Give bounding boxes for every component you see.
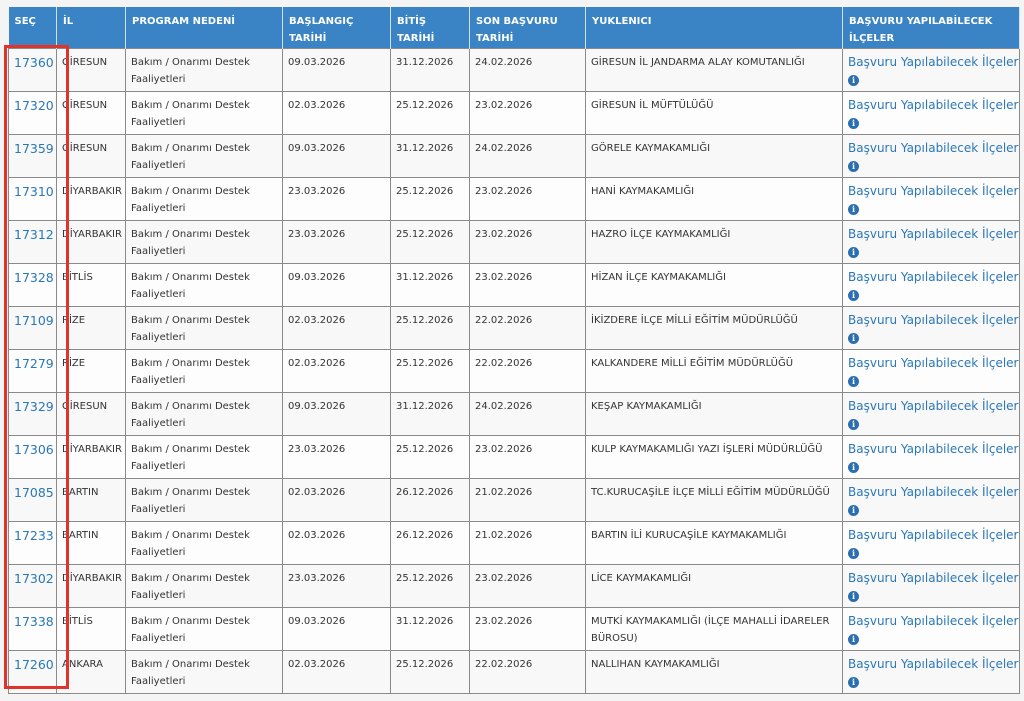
start-date: 02.03.2026 <box>288 659 346 670</box>
cell-start <box>283 307 391 350</box>
contractor-text: KEŞAP KAYMAKAMLIĞI <box>591 401 702 412</box>
header-il: İL <box>57 7 126 49</box>
deadline-date: 22.02.2026 <box>475 358 533 369</box>
districts-link[interactable]: Başvuru Yapılabilecek İlçeler <box>848 485 1019 499</box>
program-text: Bakım / Onarımı Destek Faaliyetleri <box>131 100 250 128</box>
end-date: 26.12.2026 <box>396 487 454 498</box>
cell-il <box>57 135 126 178</box>
cell-end <box>391 221 470 264</box>
cell-districts <box>843 135 1020 178</box>
deadline-date: 23.02.2026 <box>475 186 533 197</box>
table-row <box>9 92 1020 135</box>
cell-program <box>126 436 283 479</box>
cell-end <box>391 92 470 135</box>
table-body <box>9 49 1020 694</box>
contractor-text: HAZRO İLÇE KAYMAKAMLIĞI <box>591 229 731 240</box>
cell-end <box>391 178 470 221</box>
end-date: 26.12.2026 <box>396 530 454 541</box>
program-text: Bakım / Onarımı Destek Faaliyetleri <box>131 659 250 687</box>
contractor-text: KALKANDERE MİLLİ EĞİTİM MÜDÜRLÜĞÜ <box>591 358 794 369</box>
info-icon[interactable]: i <box>848 290 859 301</box>
cell-deadline <box>470 264 586 307</box>
table-row <box>9 479 1020 522</box>
cell-deadline <box>470 350 586 393</box>
select-id-link[interactable]: 17109 <box>14 313 54 328</box>
info-icon[interactable]: i <box>848 204 859 215</box>
cell-end <box>391 264 470 307</box>
cell-start <box>283 350 391 393</box>
cell-start <box>283 264 391 307</box>
cell-contractor <box>586 178 843 221</box>
cell-districts <box>843 92 1020 135</box>
cell-end <box>391 522 470 565</box>
end-date: 25.12.2026 <box>396 444 454 455</box>
cell-start <box>283 479 391 522</box>
cell-contractor <box>586 651 843 694</box>
cell-end <box>391 565 470 608</box>
cell-contractor <box>586 350 843 393</box>
deadline-date: 23.02.2026 <box>475 229 533 240</box>
info-icon[interactable]: i <box>848 118 859 129</box>
end-date: 25.12.2026 <box>396 186 454 197</box>
program-text: Bakım / Onarımı Destek Faaliyetleri <box>131 186 250 214</box>
deadline-date: 24.02.2026 <box>475 57 533 68</box>
info-icon[interactable]: i <box>848 247 859 258</box>
info-icon[interactable]: i <box>848 161 859 172</box>
end-date: 25.12.2026 <box>396 229 454 240</box>
program-text: Bakım / Onarımı Destek Faaliyetleri <box>131 229 250 257</box>
select-id-link[interactable]: 17279 <box>14 356 54 371</box>
select-id-link[interactable]: 17085 <box>14 485 54 500</box>
cell-contractor <box>586 221 843 264</box>
deadline-date: 24.02.2026 <box>475 143 533 154</box>
cell-program <box>126 651 283 694</box>
table-header-row <box>9 7 1020 49</box>
program-text: Bakım / Onarımı Destek Faaliyetleri <box>131 358 250 386</box>
info-icon[interactable]: i <box>848 376 859 387</box>
province-text: DİYARBAKIR <box>62 186 122 197</box>
cell-deadline <box>470 522 586 565</box>
cell-sec <box>9 522 57 565</box>
contractor-text: GİRESUN İL MÜFTÜLÜĞÜ <box>591 100 714 111</box>
contractor-text: MUTKİ KAYMAKAMLIĞI (İLÇE MAHALLİ İDARELER BÜROSU) <box>591 616 830 644</box>
cell-il <box>57 522 126 565</box>
districts-link[interactable]: Başvuru Yapılabilecek İlçeler <box>848 55 1019 69</box>
deadline-date: 23.02.2026 <box>475 100 533 111</box>
districts-link[interactable]: Başvuru Yapılabilecek İlçeler <box>848 184 1019 198</box>
districts-link[interactable]: Başvuru Yapılabilecek İlçeler <box>848 528 1019 542</box>
deadline-date: 24.02.2026 <box>475 401 533 412</box>
cell-districts <box>843 178 1020 221</box>
program-text: Bakım / Onarımı Destek Faaliyetleri <box>131 616 250 644</box>
districts-link[interactable]: Başvuru Yapılabilecek İlçeler <box>848 98 1019 112</box>
program-text: Bakım / Onarımı Destek Faaliyetleri <box>131 530 250 558</box>
end-date: 31.12.2026 <box>396 401 454 412</box>
districts-link[interactable]: Başvuru Yapılabilecek İlçeler <box>848 270 1019 284</box>
cell-il <box>57 49 126 92</box>
province-text: BARTIN <box>62 530 99 541</box>
cell-districts <box>843 608 1020 651</box>
province-text: RİZE <box>62 358 86 369</box>
cell-program <box>126 178 283 221</box>
table-row <box>9 178 1020 221</box>
start-date: 02.03.2026 <box>288 315 346 326</box>
header-end: BİTİŞ TARİHİ <box>391 7 470 49</box>
cell-program <box>126 92 283 135</box>
districts-link[interactable]: Başvuru Yapılabilecek İlçeler <box>848 614 1019 628</box>
cell-program <box>126 135 283 178</box>
cell-start <box>283 436 391 479</box>
start-date: 09.03.2026 <box>288 57 346 68</box>
start-date: 09.03.2026 <box>288 272 346 283</box>
districts-link[interactable]: Başvuru Yapılabilecek İlçeler <box>848 399 1019 413</box>
cell-deadline <box>470 135 586 178</box>
info-icon[interactable]: i <box>848 505 859 516</box>
cell-start <box>283 608 391 651</box>
cell-sec <box>9 350 57 393</box>
cell-il <box>57 436 126 479</box>
end-date: 25.12.2026 <box>396 358 454 369</box>
header-sec: SEÇ <box>9 7 57 49</box>
cell-il <box>57 178 126 221</box>
cell-contractor <box>586 393 843 436</box>
info-icon[interactable]: i <box>848 634 859 645</box>
program-text: Bakım / Onarımı Destek Faaliyetleri <box>131 444 250 472</box>
cell-program <box>126 221 283 264</box>
contractor-text: TC.KURUCAŞİLE İLÇE MİLLİ EĞİTİM MÜDÜRLÜĞÜ <box>591 487 830 498</box>
start-date: 09.03.2026 <box>288 401 346 412</box>
cell-end <box>391 135 470 178</box>
cell-districts <box>843 307 1020 350</box>
cell-start <box>283 92 391 135</box>
cell-sec <box>9 135 57 178</box>
contractor-text: GÖRELE KAYMAKAMLIĞI <box>591 143 711 154</box>
program-text: Bakım / Onarımı Destek Faaliyetleri <box>131 487 250 515</box>
cell-districts <box>843 565 1020 608</box>
cell-contractor <box>586 92 843 135</box>
select-id-link[interactable]: 17328 <box>14 270 54 285</box>
cell-end <box>391 307 470 350</box>
program-text: Bakım / Onarımı Destek Faaliyetleri <box>131 315 250 343</box>
districts-link[interactable]: Başvuru Yapılabilecek İlçeler <box>848 313 1019 327</box>
cell-deadline <box>470 651 586 694</box>
program-text: Bakım / Onarımı Destek Faaliyetleri <box>131 143 250 171</box>
cell-sec <box>9 264 57 307</box>
info-icon[interactable]: i <box>848 333 859 344</box>
cell-program <box>126 479 283 522</box>
cell-start <box>283 135 391 178</box>
program-text: Bakım / Onarımı Destek Faaliyetleri <box>131 401 250 429</box>
cell-districts <box>843 393 1020 436</box>
cell-deadline <box>470 608 586 651</box>
cell-sec <box>9 608 57 651</box>
cell-program <box>126 307 283 350</box>
start-date: 09.03.2026 <box>288 143 346 154</box>
cell-districts <box>843 651 1020 694</box>
province-text: GİRESUN <box>62 401 108 412</box>
cell-districts <box>843 264 1020 307</box>
table-row <box>9 49 1020 92</box>
cell-start <box>283 178 391 221</box>
cell-contractor <box>586 565 843 608</box>
table-row <box>9 651 1020 694</box>
cell-start <box>283 393 391 436</box>
select-id-link[interactable]: 17306 <box>14 442 54 457</box>
end-date: 31.12.2026 <box>396 616 454 627</box>
cell-il <box>57 221 126 264</box>
program-text: Bakım / Onarımı Destek Faaliyetleri <box>131 272 250 300</box>
cell-districts <box>843 436 1020 479</box>
districts-link[interactable]: Başvuru Yapılabilecek İlçeler <box>848 442 1019 456</box>
cell-end <box>391 350 470 393</box>
select-id-link[interactable]: 17260 <box>14 657 54 672</box>
table-row <box>9 608 1020 651</box>
programs-table <box>8 7 1020 694</box>
province-text: GİRESUN <box>62 57 108 68</box>
table-row <box>9 565 1020 608</box>
contractor-text: KULP KAYMAKAMLIĞI YAZI İŞLERİ MÜDÜRLÜĞÜ <box>591 444 823 455</box>
select-id-link[interactable]: 17359 <box>14 141 54 156</box>
cell-deadline <box>470 92 586 135</box>
districts-link[interactable]: Başvuru Yapılabilecek İlçeler <box>848 571 1019 585</box>
cell-deadline <box>470 565 586 608</box>
contractor-text: HİZAN İLÇE KAYMAKAMLIĞI <box>591 272 726 283</box>
header-deadline: SON BAŞVURU TARİHİ <box>470 7 586 49</box>
cell-end <box>391 651 470 694</box>
districts-link[interactable]: Başvuru Yapılabilecek İlçeler <box>848 657 1019 671</box>
cell-program <box>126 565 283 608</box>
cell-start <box>283 221 391 264</box>
select-id-link[interactable]: 17312 <box>14 227 54 242</box>
cell-start <box>283 49 391 92</box>
cell-end <box>391 393 470 436</box>
deadline-date: 22.02.2026 <box>475 659 533 670</box>
table-row <box>9 221 1020 264</box>
end-date: 31.12.2026 <box>396 272 454 283</box>
info-icon[interactable]: i <box>848 548 859 559</box>
province-text: GİRESUN <box>62 143 108 154</box>
cell-districts <box>843 49 1020 92</box>
select-id-link[interactable]: 17320 <box>14 98 54 113</box>
cell-end <box>391 436 470 479</box>
select-id-link[interactable]: 17338 <box>14 614 54 629</box>
cell-contractor <box>586 307 843 350</box>
province-text: ANKARA <box>62 659 103 670</box>
cell-sec <box>9 221 57 264</box>
cell-deadline <box>470 307 586 350</box>
cell-sec <box>9 436 57 479</box>
start-date: 02.03.2026 <box>288 487 346 498</box>
end-date: 31.12.2026 <box>396 57 454 68</box>
header-program: PROGRAM NEDENİ <box>126 7 283 49</box>
table-row <box>9 522 1020 565</box>
cell-start <box>283 651 391 694</box>
end-date: 25.12.2026 <box>396 659 454 670</box>
contractor-text: NALLIHAN KAYMAKAMLIĞI <box>591 659 720 670</box>
cell-sec <box>9 178 57 221</box>
cell-il <box>57 393 126 436</box>
cell-il <box>57 264 126 307</box>
table-row <box>9 135 1020 178</box>
end-date: 25.12.2026 <box>396 315 454 326</box>
cell-districts <box>843 350 1020 393</box>
start-date: 23.03.2026 <box>288 186 346 197</box>
table-row <box>9 307 1020 350</box>
end-date: 31.12.2026 <box>396 143 454 154</box>
start-date: 23.03.2026 <box>288 573 346 584</box>
contractor-text: BARTIN İLİ KURUCAŞİLE KAYMAKAMLIĞI <box>591 530 787 541</box>
info-icon[interactable]: i <box>848 419 859 430</box>
cell-start <box>283 522 391 565</box>
start-date: 23.03.2026 <box>288 444 346 455</box>
province-text: DİYARBAKIR <box>62 444 122 455</box>
cell-sec <box>9 393 57 436</box>
end-date: 25.12.2026 <box>396 573 454 584</box>
deadline-date: 23.02.2026 <box>475 616 533 627</box>
cell-il <box>57 350 126 393</box>
cell-il <box>57 307 126 350</box>
cell-program <box>126 350 283 393</box>
cell-deadline <box>470 221 586 264</box>
cell-deadline <box>470 393 586 436</box>
start-date: 02.03.2026 <box>288 358 346 369</box>
province-text: BİTLİS <box>62 616 93 627</box>
cell-end <box>391 49 470 92</box>
cell-contractor <box>586 49 843 92</box>
districts-link[interactable]: Başvuru Yapılabilecek İlçeler <box>848 227 1019 241</box>
end-date: 25.12.2026 <box>396 100 454 111</box>
cell-deadline <box>470 436 586 479</box>
cell-sec <box>9 92 57 135</box>
contractor-text: İKİZDERE İLÇE MİLLİ EĞİTİM MÜDÜRLÜĞÜ <box>591 315 798 326</box>
cell-deadline <box>470 178 586 221</box>
deadline-date: 23.02.2026 <box>475 272 533 283</box>
info-icon[interactable]: i <box>848 75 859 86</box>
select-id-link[interactable]: 17233 <box>14 528 54 543</box>
cell-program <box>126 522 283 565</box>
header-start: BAŞLANGIÇ TARİHİ <box>283 7 391 49</box>
cell-sec <box>9 651 57 694</box>
deadline-date: 21.02.2026 <box>475 530 533 541</box>
table-row <box>9 264 1020 307</box>
cell-contractor <box>586 135 843 178</box>
header-districts: BAŞVURU YAPILABİLECEK İLÇELER <box>843 7 1020 49</box>
cell-deadline <box>470 479 586 522</box>
start-date: 23.03.2026 <box>288 229 346 240</box>
table-row <box>9 393 1020 436</box>
deadline-date: 21.02.2026 <box>475 487 533 498</box>
cell-il <box>57 651 126 694</box>
select-id-link[interactable]: 17329 <box>14 399 54 414</box>
cell-districts <box>843 479 1020 522</box>
cell-districts <box>843 522 1020 565</box>
cell-contractor <box>586 436 843 479</box>
cell-contractor <box>586 522 843 565</box>
cell-districts <box>843 221 1020 264</box>
cell-il <box>57 479 126 522</box>
header-contractor: YUKLENICI <box>586 7 843 49</box>
info-icon[interactable]: i <box>848 591 859 602</box>
cell-sec <box>9 307 57 350</box>
start-date: 09.03.2026 <box>288 616 346 627</box>
cell-sec <box>9 49 57 92</box>
contractor-text: HANİ KAYMAKAMLIĞI <box>591 186 695 197</box>
cell-end <box>391 479 470 522</box>
cell-deadline <box>470 49 586 92</box>
province-text: GİRESUN <box>62 100 108 111</box>
cell-il <box>57 565 126 608</box>
contractor-text: LİCE KAYMAKAMLIĞI <box>591 573 692 584</box>
program-text: Bakım / Onarımı Destek Faaliyetleri <box>131 57 250 85</box>
cell-end <box>391 608 470 651</box>
start-date: 02.03.2026 <box>288 100 346 111</box>
cell-program <box>126 264 283 307</box>
cell-sec <box>9 479 57 522</box>
program-text: Bakım / Onarımı Destek Faaliyetleri <box>131 573 250 601</box>
deadline-date: 23.02.2026 <box>475 444 533 455</box>
deadline-date: 22.02.2026 <box>475 315 533 326</box>
cell-il <box>57 92 126 135</box>
cell-program <box>126 49 283 92</box>
province-text: DİYARBAKIR <box>62 229 122 240</box>
info-icon[interactable]: i <box>848 462 859 473</box>
contractor-text: GİRESUN İL JANDARMA ALAY KOMUTANLIĞI <box>591 57 805 68</box>
select-id-link[interactable]: 17310 <box>14 184 54 199</box>
deadline-date: 23.02.2026 <box>475 573 533 584</box>
province-text: RİZE <box>62 315 86 326</box>
province-text: BİTLİS <box>62 272 93 283</box>
cell-sec <box>9 565 57 608</box>
cell-contractor <box>586 608 843 651</box>
select-id-link[interactable]: 17360 <box>14 55 54 70</box>
cell-contractor <box>586 264 843 307</box>
select-id-link[interactable]: 17302 <box>14 571 54 586</box>
cell-start <box>283 565 391 608</box>
province-text: DİYARBAKIR <box>62 573 122 584</box>
table-row <box>9 436 1020 479</box>
table-row <box>9 350 1020 393</box>
province-text: BARTIN <box>62 487 99 498</box>
cell-program <box>126 393 283 436</box>
info-icon[interactable]: i <box>848 677 859 688</box>
cell-contractor <box>586 479 843 522</box>
cell-il <box>57 608 126 651</box>
districts-link[interactable]: Başvuru Yapılabilecek İlçeler <box>848 356 1019 370</box>
cell-program <box>126 608 283 651</box>
start-date: 02.03.2026 <box>288 530 346 541</box>
districts-link[interactable]: Başvuru Yapılabilecek İlçeler <box>848 141 1019 155</box>
